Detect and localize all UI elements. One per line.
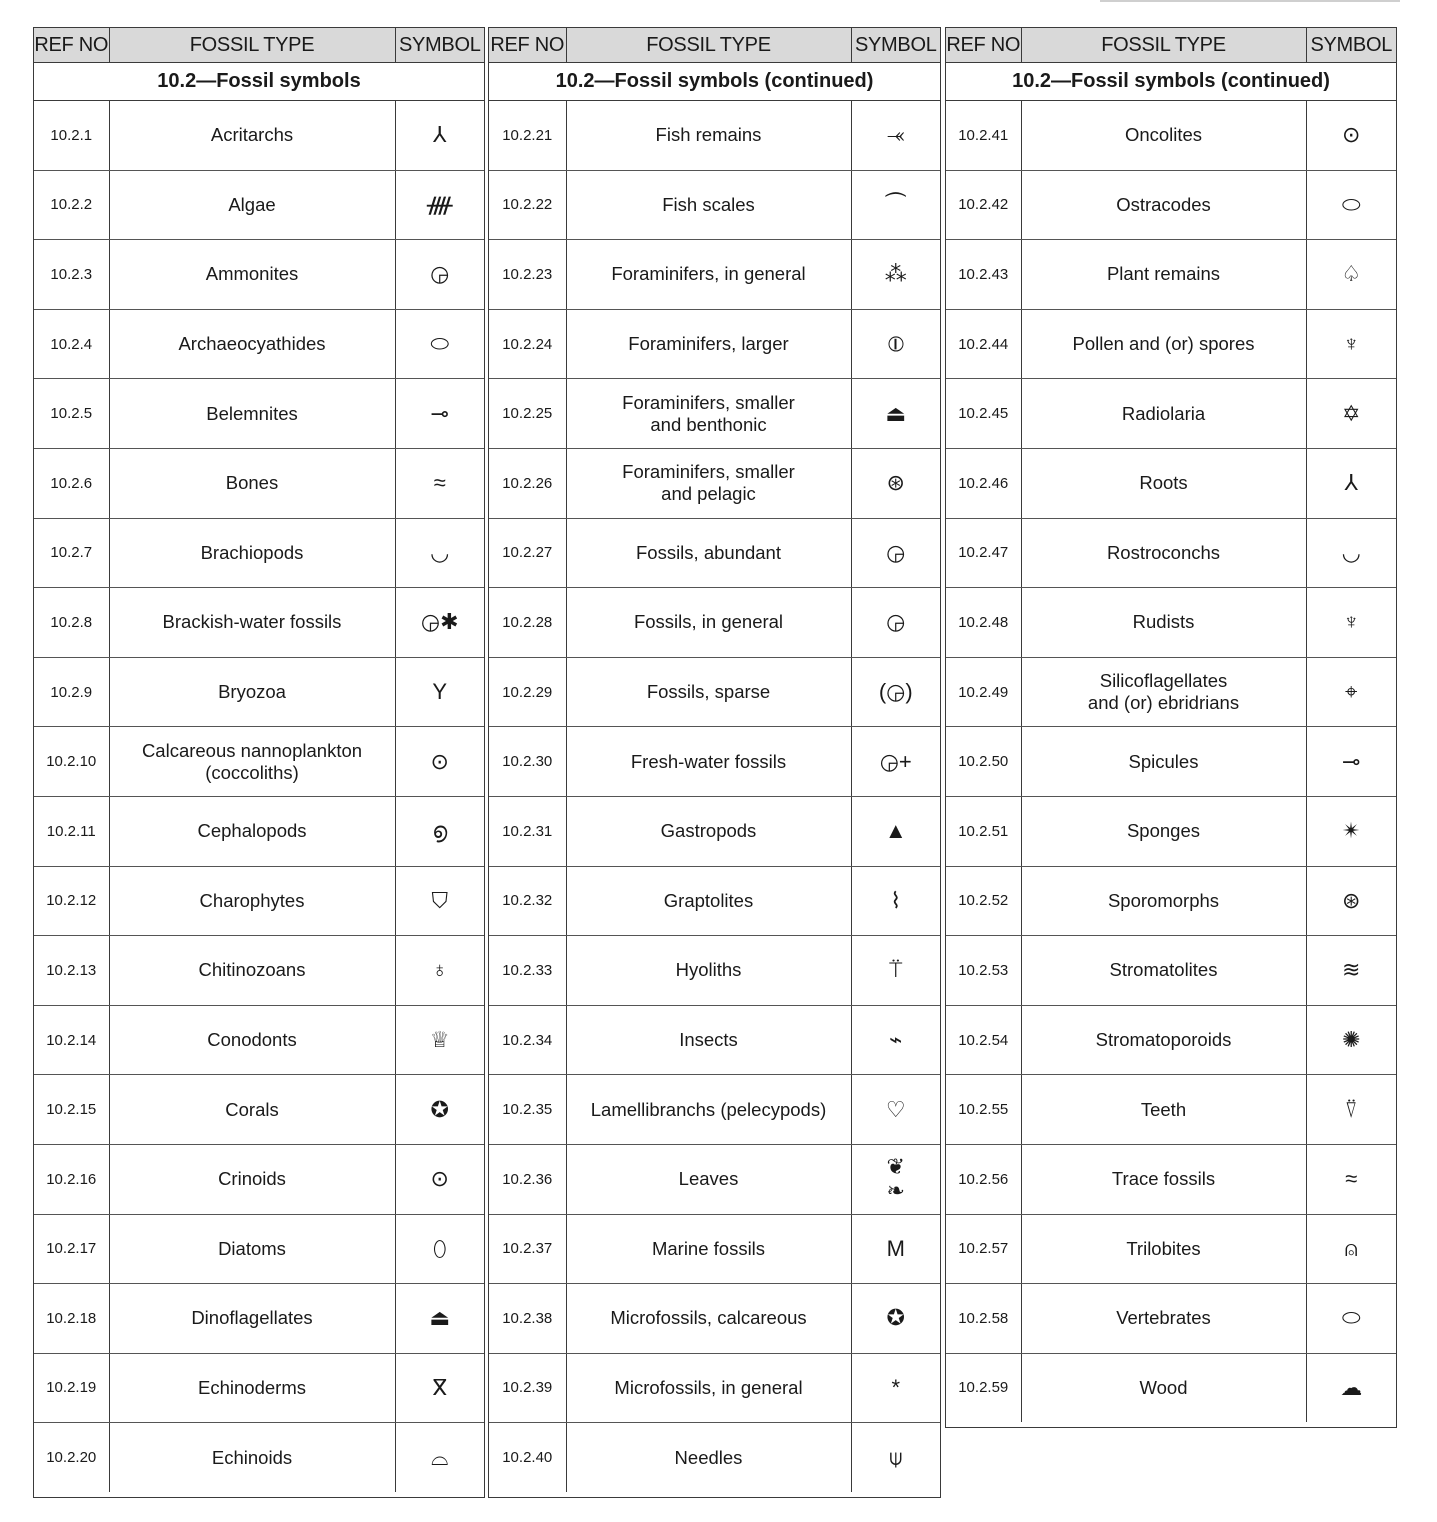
table-row: [489, 448, 940, 518]
fossil-type-name: Rostroconchs: [1021, 518, 1306, 588]
fossil-symbol-icon: ◶✱: [395, 588, 484, 658]
table-row: [489, 796, 940, 866]
table-row: [34, 518, 484, 588]
fossil-type-name: Vertebrates: [1021, 1284, 1306, 1354]
ref-number: 10.2.18: [34, 1284, 109, 1354]
fossil-type-name: Dinoflagellates: [109, 1284, 395, 1354]
fossil-table-panel-2: [488, 27, 941, 1498]
table-row: [489, 379, 940, 449]
table-row: [489, 101, 940, 171]
fossil-type-name: Acritarchs: [109, 101, 395, 171]
fossil-type-name: Archaeocyathides: [109, 309, 395, 379]
ref-number: 10.2.7: [34, 518, 109, 588]
table-row: [946, 936, 1396, 1006]
fossil-symbol-icon: ⌓: [431, 1444, 449, 1470]
fossil-type-name: Crinoids: [109, 1144, 395, 1214]
fossil-symbol-icon: ⬯: [395, 1214, 484, 1284]
table-row: [34, 1214, 484, 1284]
fossil-symbol-icon: ⬭: [1306, 1284, 1396, 1354]
fossil-type-header: FOSSIL TYPE: [1021, 28, 1306, 63]
ref-number: 10.2.36: [489, 1144, 566, 1214]
fossil-table-panel-1: [33, 27, 485, 1498]
ref-number: 10.2.47: [946, 518, 1021, 588]
fossil-symbol-icon: ⌁: [851, 1005, 940, 1075]
fossil-type-name: Needles: [566, 1423, 851, 1492]
symbol-header: SYMBOL: [1306, 28, 1396, 63]
table-row: [489, 866, 940, 936]
ref-number: 10.2.3: [34, 240, 109, 310]
fossil-type-name: Marine fossils: [566, 1214, 851, 1284]
table-row: [489, 657, 940, 727]
fossil-symbol-icon: ⊙: [1306, 101, 1396, 171]
fossil-symbol-icon: ◶: [851, 518, 940, 588]
ref-number: 10.2.8: [34, 588, 109, 658]
fossil-type-name: Brachiopods: [109, 518, 395, 588]
table-row: [34, 379, 484, 449]
fossil-type-name: Ostracodes: [1021, 170, 1306, 240]
fossil-symbol-icon: *: [851, 1353, 940, 1423]
fossil-symbol-icon: ᚎ: [395, 170, 484, 240]
fossil-symbol-icon: ⛉: [395, 866, 484, 936]
ref-number: 10.2.4: [34, 309, 109, 379]
table-row: [34, 588, 484, 658]
ref-number: 10.2.33: [489, 936, 566, 1006]
fossil-symbol-icon: ⏏: [395, 1284, 484, 1354]
fossil-type-name: Insects: [566, 1005, 851, 1075]
ref-number: 10.2.43: [946, 240, 1021, 310]
ref-number: 10.2.30: [489, 727, 566, 797]
fossil-type-name: Corals: [109, 1075, 395, 1145]
ref-number: 10.2.6: [34, 448, 109, 518]
fossil-symbol-icon: ♤: [1306, 240, 1396, 310]
fossil-type-name: Cephalopods: [109, 796, 395, 866]
fossil-symbol-icon: ⊸: [1306, 727, 1396, 797]
ref-number: 10.2.57: [946, 1214, 1021, 1284]
ref-number: 10.2.26: [489, 448, 566, 518]
ref-number: 10.2.35: [489, 1075, 566, 1145]
fossil-type-name: Foraminifers, smaller and benthonic: [566, 379, 851, 449]
ref-number: 10.2.32: [489, 866, 566, 936]
fossil-symbol-icon: ⌖: [1306, 657, 1396, 727]
section-title: 10.2—Fossil symbols: [34, 63, 484, 101]
table-row: [946, 1214, 1396, 1284]
table-row: [946, 866, 1396, 936]
fossil-type-name: Foraminifers, smaller and pelagic: [566, 448, 851, 518]
ref-number: 10.2.40: [489, 1423, 566, 1492]
fossil-symbol-icon: ⊛: [851, 448, 940, 518]
fossil-type-name: Echinoderms: [109, 1353, 395, 1423]
table-row: [34, 1005, 484, 1075]
ref-number: 10.2.52: [946, 866, 1021, 936]
fossil-type-name: Foraminifers, larger: [566, 309, 851, 379]
fossil-table: [489, 28, 940, 1492]
table-row: [34, 1353, 484, 1423]
column-header-row: [489, 28, 940, 63]
fossil-type-name: Hyoliths: [566, 936, 851, 1006]
fossil-table-panel-3: [945, 27, 1397, 1428]
fossil-symbol-icon: Y: [395, 657, 484, 727]
table-row: [34, 170, 484, 240]
ref-number: 10.2.23: [489, 240, 566, 310]
fossil-type-name: Foraminifers, in general: [566, 240, 851, 310]
fossil-symbol-icon: ⏏: [851, 379, 940, 449]
fossil-type-name: Fossils, in general: [566, 588, 851, 658]
table-row: [34, 657, 484, 727]
ref-number: 10.2.16: [34, 1144, 109, 1214]
table-row: [34, 727, 484, 797]
fossil-symbol-icon: ⊸: [395, 379, 484, 449]
ref-number: 10.2.58: [946, 1284, 1021, 1354]
ref-number: 10.2.51: [946, 796, 1021, 866]
table-row: [946, 727, 1396, 797]
fossil-symbol-icon: ⍢: [1306, 1075, 1396, 1145]
fossil-type-name: Trace fossils: [1021, 1144, 1306, 1214]
fossil-symbol-icon: ✺: [1306, 1005, 1396, 1075]
fossil-symbol-icon: ✴: [1306, 796, 1396, 866]
table-row: [489, 309, 940, 379]
fossil-type-name: Fish scales: [566, 170, 851, 240]
fossil-type-name: Fresh-water fossils: [566, 727, 851, 797]
refno-header: REF NO: [34, 28, 109, 63]
fossil-symbol-icon: ♡: [851, 1075, 940, 1145]
table-row: [946, 240, 1396, 310]
table-row: [489, 1214, 940, 1284]
ref-number: 10.2.59: [946, 1353, 1021, 1422]
table-row: [489, 518, 940, 588]
fossil-table: [34, 28, 484, 1492]
fossil-type-name: Brackish-water fossils: [109, 588, 395, 658]
ref-number: 10.2.55: [946, 1075, 1021, 1145]
table-row: [34, 240, 484, 310]
ref-number: 10.2.48: [946, 588, 1021, 658]
fossil-symbol-icon: ≋: [1306, 936, 1396, 1006]
ref-number: 10.2.38: [489, 1284, 566, 1354]
fossil-type-name: Echinoids: [109, 1423, 395, 1492]
ref-number: 10.2.25: [489, 379, 566, 449]
fossil-symbol-icon: (◶): [851, 657, 940, 727]
fossil-type-name: Microfossils, in general: [566, 1353, 851, 1423]
table-row: [34, 796, 484, 866]
table-row: [946, 657, 1396, 727]
column-header-row: [946, 28, 1396, 63]
fossil-symbol-icon: ⍝: [1306, 1214, 1396, 1284]
fossil-symbol-icon: ≈: [395, 448, 484, 518]
ref-number: 10.2.13: [34, 936, 109, 1006]
table-row: [34, 1423, 484, 1492]
fossil-symbol-icon: ≈: [1306, 1144, 1396, 1214]
ref-number: 10.2.20: [34, 1423, 109, 1492]
table-row: [489, 240, 940, 310]
table-row: [489, 1423, 940, 1492]
fossil-symbol-icon: ◶: [851, 588, 940, 658]
table-row: [946, 448, 1396, 518]
refno-header: REF NO: [946, 28, 1021, 63]
fossil-type-name: Teeth: [1021, 1075, 1306, 1145]
symbol-header: SYMBOL: [851, 28, 940, 63]
ref-number: 10.2.22: [489, 170, 566, 240]
ref-number: 10.2.41: [946, 101, 1021, 171]
fossil-type-name: Sponges: [1021, 796, 1306, 866]
fossil-symbol-icon: ⴳ: [395, 1353, 484, 1423]
fossil-symbol-icon: ▲: [851, 796, 940, 866]
table-row: [489, 1284, 940, 1354]
section-title: 10.2—Fossil symbols (continued): [489, 63, 940, 101]
fossil-table: [946, 28, 1396, 1422]
fossil-symbol-icon: ⊛: [1306, 866, 1396, 936]
table-row: [489, 1075, 940, 1145]
table-row: [946, 170, 1396, 240]
fossil-symbol-icon: ◶: [395, 240, 484, 310]
fossil-type-name: Sporomorphs: [1021, 866, 1306, 936]
ref-number: 10.2.24: [489, 309, 566, 379]
fossil-symbol-icon: ✡: [1306, 379, 1396, 449]
fossil-symbol-icon: ♕: [395, 1005, 484, 1075]
ref-number: 10.2.1: [34, 101, 109, 171]
ref-number: 10.2.31: [489, 796, 566, 866]
fossil-symbol-icon: ⅄: [1306, 448, 1396, 518]
table-row: [946, 1144, 1396, 1214]
fossil-type-name: Charophytes: [109, 866, 395, 936]
fossil-symbol-icon: ⌇: [851, 866, 940, 936]
fossil-type-name: Fossils, abundant: [566, 518, 851, 588]
fossil-type-name: Pollen and (or) spores: [1021, 309, 1306, 379]
fossil-type-name: Fish remains: [566, 101, 851, 171]
fossil-symbol-icon: ♆: [1306, 309, 1396, 379]
ref-number: 10.2.45: [946, 379, 1021, 449]
table-row: [946, 1284, 1396, 1354]
ref-number: 10.2.9: [34, 657, 109, 727]
table-row: [34, 309, 484, 379]
ref-number: 10.2.37: [489, 1214, 566, 1284]
fossil-symbol-icon: ⊙: [395, 727, 484, 797]
fossil-type-name: Leaves: [566, 1144, 851, 1214]
ref-number: 10.2.39: [489, 1353, 566, 1423]
fossil-symbol-icon: ⬭: [395, 309, 484, 379]
fossil-type-name: Microfossils, calcareous: [566, 1284, 851, 1354]
fossil-symbol-icon: ♆: [1306, 588, 1396, 658]
fossil-type-name: Silicoflagellates and (or) ebridrians: [1021, 657, 1306, 727]
ref-number: 10.2.19: [34, 1353, 109, 1423]
table-row: [489, 1353, 940, 1423]
fossil-type-name: Wood: [1021, 1353, 1306, 1422]
fossil-type-name: Gastropods: [566, 796, 851, 866]
section-title: 10.2—Fossil symbols (continued): [946, 63, 1396, 101]
fossil-type-header: FOSSIL TYPE: [566, 28, 851, 63]
table-row: [946, 101, 1396, 171]
fossil-type-name: Ammonites: [109, 240, 395, 310]
table-row: [34, 866, 484, 936]
fossil-symbol-icon: ♁: [395, 936, 484, 1006]
ref-number: 10.2.5: [34, 379, 109, 449]
ref-number: 10.2.46: [946, 448, 1021, 518]
ref-number: 10.2.34: [489, 1005, 566, 1075]
column-header-row: [34, 28, 484, 63]
ref-number: 10.2.10: [34, 727, 109, 797]
symbol-header: SYMBOL: [395, 28, 484, 63]
ref-number: 10.2.21: [489, 101, 566, 171]
fossil-type-name: Graptolites: [566, 866, 851, 936]
fossil-type-name: Bones: [109, 448, 395, 518]
fossil-type-name: Algae: [109, 170, 395, 240]
ref-number: 10.2.2: [34, 170, 109, 240]
ref-number: 10.2.17: [34, 1214, 109, 1284]
fossil-type-name: Belemnites: [109, 379, 395, 449]
fossil-type-name: Trilobites: [1021, 1214, 1306, 1284]
fossil-symbol-icon: ⍦: [889, 1444, 903, 1470]
fossil-type-name: Stromatolites: [1021, 936, 1306, 1006]
ref-number: 10.2.56: [946, 1144, 1021, 1214]
fossil-symbol-icon: ⤛: [851, 101, 940, 171]
table-row: [34, 1075, 484, 1145]
fossil-symbol-icon: ◶+: [851, 727, 940, 797]
fossil-symbol-icon: ◡: [395, 518, 484, 588]
ref-number: 10.2.49: [946, 657, 1021, 727]
fossil-type-name: Bryozoa: [109, 657, 395, 727]
table-row: [489, 936, 940, 1006]
fossil-symbol-icon: ⅄: [395, 101, 484, 171]
fossil-symbol-icon: ⏜: [851, 170, 940, 240]
ref-number: 10.2.15: [34, 1075, 109, 1145]
table-row: [489, 1144, 940, 1214]
table-row: [946, 518, 1396, 588]
fossil-type-name: Plant remains: [1021, 240, 1306, 310]
ref-number: 10.2.12: [34, 866, 109, 936]
fossil-type-name: Rudists: [1021, 588, 1306, 658]
fossil-symbol-icon: M: [851, 1214, 940, 1284]
ref-number: 10.2.53: [946, 936, 1021, 1006]
ref-number: 10.2.29: [489, 657, 566, 727]
fossil-type-name: Calcareous nannoplankton (coccoliths): [109, 727, 395, 797]
table-row: [946, 588, 1396, 658]
table-row: [946, 796, 1396, 866]
fossil-symbol-icon: ⍡: [851, 936, 940, 1006]
top-edge-mark: [1100, 0, 1400, 2]
fossil-type-name: Chitinozoans: [109, 936, 395, 1006]
fossil-type-name: Fossils, sparse: [566, 657, 851, 727]
fossil-symbol-icon: ✪: [851, 1284, 940, 1354]
ref-number: 10.2.11: [34, 796, 109, 866]
ref-number: 10.2.28: [489, 588, 566, 658]
fossil-symbol-icon: ൭: [395, 796, 484, 866]
fossil-symbol-icon: ✪: [395, 1075, 484, 1145]
fossil-type-name: Conodonts: [109, 1005, 395, 1075]
table-row: [34, 936, 484, 1006]
table-row: [489, 727, 940, 797]
table-row: [489, 1005, 940, 1075]
ref-number: 10.2.50: [946, 727, 1021, 797]
fossil-type-name: Roots: [1021, 448, 1306, 518]
table-row: [946, 1005, 1396, 1075]
fossil-type-name: Diatoms: [109, 1214, 395, 1284]
fossil-symbol-icon: ⦶: [851, 309, 940, 379]
table-row: [946, 309, 1396, 379]
table-row: [946, 379, 1396, 449]
fossil-type-name: Stromatoporoids: [1021, 1005, 1306, 1075]
ref-number: 10.2.14: [34, 1005, 109, 1075]
table-row: [946, 1353, 1396, 1422]
ref-number: 10.2.27: [489, 518, 566, 588]
table-row: [489, 170, 940, 240]
table-row: [34, 101, 484, 171]
fossil-symbol-icon: ⁂: [851, 240, 940, 310]
fossil-symbol-icon: ⬭: [1306, 170, 1396, 240]
fossil-type-header: FOSSIL TYPE: [109, 28, 395, 63]
fossil-type-name: Oncolites: [1021, 101, 1306, 171]
table-row: [34, 1144, 484, 1214]
refno-header: REF NO: [489, 28, 566, 63]
ref-number: 10.2.44: [946, 309, 1021, 379]
fossil-type-name: Spicules: [1021, 727, 1306, 797]
ref-number: 10.2.42: [946, 170, 1021, 240]
fossil-symbol-icon: ⊙: [395, 1144, 484, 1214]
fossil-type-name: Lamellibranchs (pelecypods): [566, 1075, 851, 1145]
fossil-symbol-icon: ☁: [1340, 1374, 1363, 1400]
table-row: [34, 1284, 484, 1354]
table-row: [946, 1075, 1396, 1145]
fossil-type-name: Radiolaria: [1021, 379, 1306, 449]
ref-number: 10.2.54: [946, 1005, 1021, 1075]
table-row: [34, 448, 484, 518]
table-row: [489, 588, 940, 658]
fossil-symbol-icon: ❦ ❧: [851, 1144, 940, 1214]
fossil-symbol-icon: ◡: [1306, 518, 1396, 588]
